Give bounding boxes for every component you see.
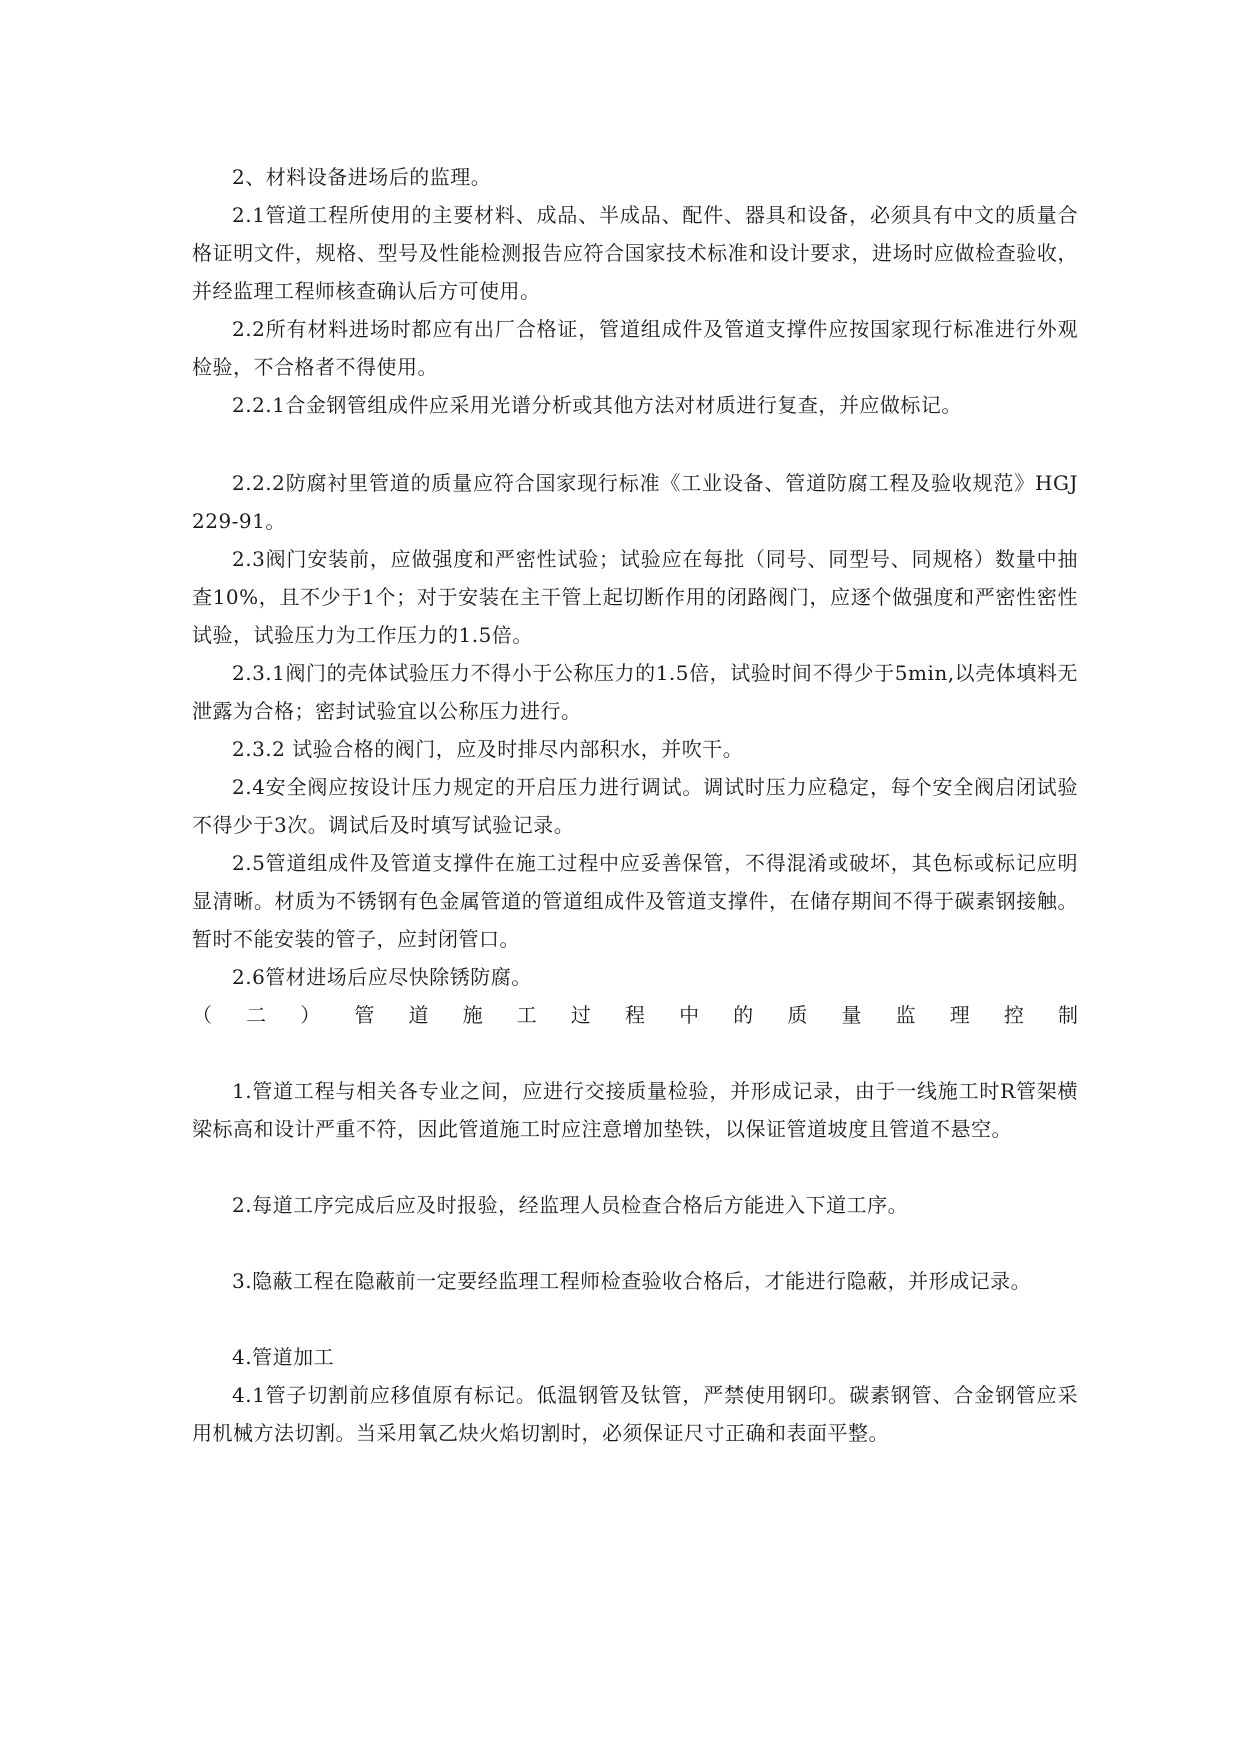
document-body: [192, 158, 1078, 1452]
section-heading-construction-quality: （二）管道施工过程中的质量监理控制: [192, 1003, 1078, 1027]
paragraph-2-2: 2.2所有材料进场时都应有出厂合格证，管道组成件及管道支撑件应按国家现行标准进行外观检验，不合格者不得使用。: [192, 317, 1078, 379]
paragraph-2-3: 2.3阀门安装前，应做强度和严密性试验；试验应在每批（同号、同型号、同规格）数量中抽查10%，且不少于1个；对于安装在主干管上起切断作用的闭路阀门，应逐个做强度和严密性密性试验，试验压力为工作压力的1.5倍。: [192, 547, 1078, 647]
paragraph-item-4-heading: 4.管道加工: [232, 1345, 335, 1369]
paragraph-4-1: 4.1管子切割前应移值原有标记。低温钢管及钛管，严禁使用钢印。碳素钢管、合金钢管应采用机械方法切割。当采用氧乙炔火焰切割时，必须保证尺寸正确和表面平整。: [192, 1383, 1078, 1445]
paragraph-item-2: 2.每道工序完成后应及时报验，经监理人员检查合格后方能进入下道工序。: [232, 1193, 909, 1217]
paragraph-2-4: 2.4安全阀应按设计压力规定的开启压力进行调试。调试时压力应稳定，每个安全阀启闭试验不得少于3次。调试后及时填写试验记录。: [192, 775, 1078, 837]
paragraph-material-supervision-heading: 2、材料设备进场后的监理。: [232, 165, 492, 189]
paragraph-item-3: 3.隐蔽工程在隐蔽前一定要经监理工程师检查验收合格后，才能进行隐蔽，并形成记录。: [232, 1269, 1032, 1293]
paragraph-item-1: 1.管道工程与相关各专业之间，应进行交接质量检验，并形成记录，由于一线施工时R管架横梁标高和设计严重不符，因此管道施工时应注意增加垫铁，以保证管道坡度且管道不悬空。: [192, 1079, 1078, 1141]
paragraph-2-2-1: 2.2.1合金钢管组成件应采用光谱分析或其他方法对材质进行复查，并应做标记。: [232, 393, 962, 417]
paragraph-2-5: 2.5管道组成件及管道支撑件在施工过程中应妥善保管，不得混淆或破坏，其色标或标记应明显清晰。材质为不锈钢有色金属管道的管道组成件及管道支撑件，在储存期间不得于碳素钢接触。暂时不能安装的管子，应封闭管口。: [192, 851, 1078, 951]
paragraph-2-6: 2.6管材进场后应尽快除锈防腐。: [232, 965, 532, 989]
paragraph-2-3-1: 2.3.1阀门的壳体试验压力不得小于公称压力的1.5倍，试验时间不得少于5min,以壳体填料无泄露为合格；密封试验宜以公称压力进行。: [192, 661, 1078, 723]
paragraph-2-2-2: 2.2.2防腐衬里管道的质量应符合国家现行标准《工业设备、管道防腐工程及验收规范》HGJ229-91。: [192, 471, 1078, 533]
paragraph-2-1: 2.1管道工程所使用的主要材料、成品、半成品、配件、器具和设备，必须具有中文的质量合格证明文件，规格、型号及性能检测报告应符合国家技术标准和设计要求，进场时应做检查验收，并经监理工程师核查确认后方可使用。: [192, 203, 1078, 303]
paragraph-2-3-2: 2.3.2 试验合格的阀门，应及时排尽内部积水，并吹干。: [232, 737, 744, 761]
